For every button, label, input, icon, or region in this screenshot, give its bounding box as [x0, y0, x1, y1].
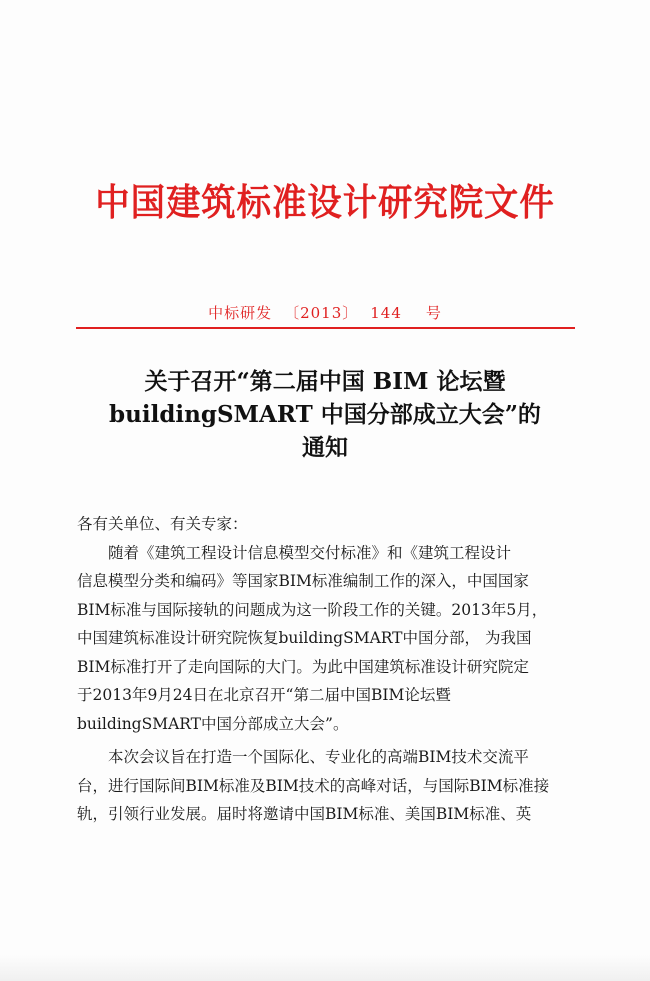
paragraph-1-line: 信息模型分类和编码》等国家BIM标准编制工作的深入，中国国家 [77, 572, 529, 590]
document-number [60, 302, 590, 323]
paragraph-1-line: BIM标准与国际接轨的问题成为这一阶段工作的关键。2013年5月， [77, 600, 548, 619]
title-line-3: 通知 [302, 434, 348, 461]
paragraph-1-line: 中国建筑标准设计研究院恢复buildingSMART中国分部， 为我国 [77, 629, 532, 647]
doc-number-year: 〔2013〕 [284, 304, 359, 322]
title-line-1: 关于召开“第二届中国 BIM 论坛暨 [144, 368, 506, 395]
doc-number-value: 144 [370, 304, 402, 322]
organization-header: 中国建筑标准设计研究院文件 [95, 181, 555, 224]
notice-body [77, 510, 582, 829]
paragraph-2-line: 台，进行国际间BIM标准及BIM技术的高峰对话，与国际BIM标准接 [77, 776, 550, 795]
notice-title [70, 365, 580, 464]
paragraph-2-line: 轨，引领行业发展。届时将邀请中国BIM标准、美国BIM标准、英 [77, 805, 532, 823]
paragraph-2-line: 本次会议旨在打造一个国际化、专业化的高端BIM技术交流平 [108, 748, 529, 766]
red-divider-line [76, 327, 575, 329]
salutation: 各有关单位、有关专家： [77, 515, 248, 533]
doc-number-prefix: 中标研发 [208, 304, 273, 322]
title-line-2: buildingSMART 中国分部成立大会”的 [109, 401, 541, 428]
scan-edge-shadow [0, 955, 650, 981]
doc-number-suffix: 号 [425, 304, 442, 322]
paragraph-1-line: 随着《建筑工程设计信息模型交付标准》和《建筑工程设计 [108, 543, 512, 562]
paragraph-1-line: BIM标准打开了走向国际的大门。为此中国建筑标准设计研究院定 [77, 657, 529, 676]
paragraph-1-line: buildingSMART中国分部成立大会”。 [77, 714, 349, 733]
paragraph-1-line: 于2013年9月24日在北京召开“第二届中国BIM论坛暨 [77, 686, 451, 704]
